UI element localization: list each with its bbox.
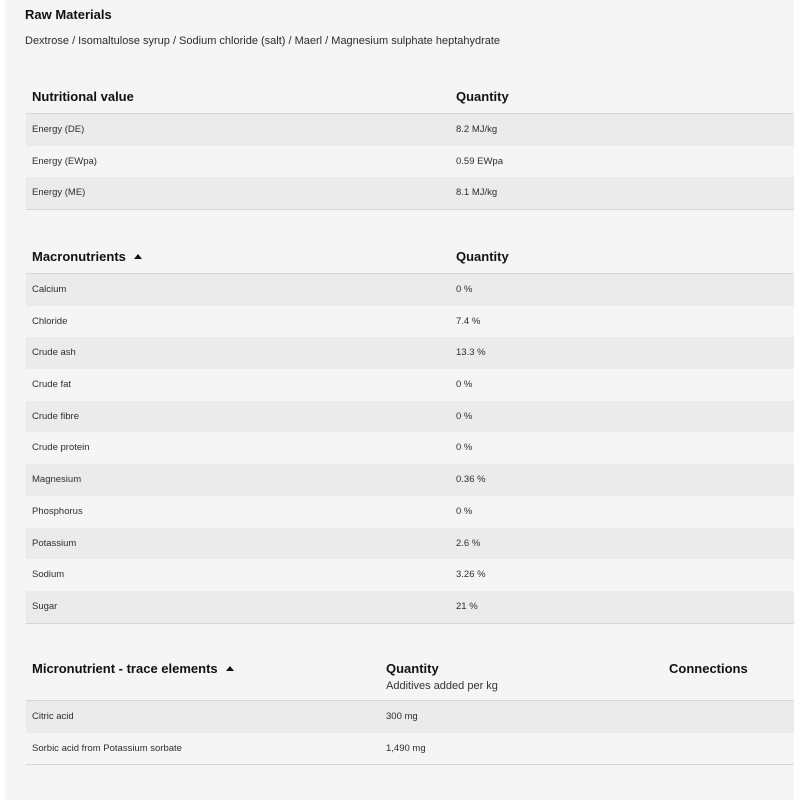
macronutrients-table: [26, 241, 794, 624]
row-name: Chloride: [32, 315, 68, 327]
row-quantity: 0.59 EWpa: [456, 155, 503, 167]
table-row: [26, 401, 794, 433]
table-row: [26, 528, 794, 560]
table-header: [26, 654, 794, 701]
column-header-label: Micronutrient - trace elements: [32, 661, 218, 676]
micronutrients-table: [26, 654, 794, 765]
row-name: Crude fat: [32, 379, 72, 391]
nutritional-value-table: [26, 82, 794, 210]
raw-materials-title: Raw Materials: [25, 7, 112, 22]
row-quantity: 0 %: [456, 505, 473, 517]
row-name: Sugar: [32, 600, 58, 612]
sort-ascending-icon[interactable]: [134, 254, 142, 259]
row-name: Sorbic acid from Potassium sorbate: [32, 742, 182, 754]
row-name: Calcium: [32, 284, 67, 295]
row-quantity: 0 %: [456, 284, 473, 295]
table-body: [26, 114, 794, 210]
column-header-quantity-subtitle: Additives added per kg: [386, 680, 498, 692]
column-header-label: Macronutrients: [32, 249, 126, 264]
row-name: Citric acid: [32, 711, 74, 722]
raw-materials-list: Dextrose / Isomaltulose syrup / Sodium chloride (salt) / Maerl / Magnesium sulphate heptahydrate: [25, 35, 501, 47]
table-row: [26, 496, 794, 528]
row-quantity: 21 %: [456, 600, 478, 612]
row-quantity: 300 mg: [386, 711, 418, 722]
row-name: Energy (DE): [32, 124, 85, 135]
row-quantity: 7.4 %: [456, 315, 481, 327]
column-header-micronutrient[interactable]: [32, 661, 234, 676]
row-name: Sodium: [32, 569, 65, 581]
row-quantity: 1,490 mg: [386, 742, 426, 754]
table-row: [26, 337, 794, 369]
row-quantity: 8.2 MJ/kg: [456, 124, 498, 135]
row-name: Magnesium: [32, 474, 82, 486]
table-row: [26, 306, 794, 338]
row-name: Crude fibre: [32, 410, 79, 422]
row-quantity: 3.26 %: [456, 569, 486, 581]
row-quantity: 0 %: [456, 410, 473, 422]
column-header-quantity: Quantity: [456, 249, 509, 264]
column-header-connections: Connections: [669, 661, 748, 676]
row-name: Energy (ME): [32, 187, 86, 199]
table-row: [26, 733, 794, 765]
sort-ascending-icon[interactable]: [226, 666, 234, 671]
row-quantity: 0 %: [456, 442, 473, 454]
table-row: [26, 274, 794, 306]
row-quantity: 0.36 %: [456, 474, 486, 486]
table-row: [26, 701, 794, 733]
table-row: [26, 146, 794, 178]
table-row: [26, 177, 794, 209]
table-body: [26, 274, 794, 624]
row-name: Potassium: [32, 537, 77, 549]
row-quantity: 8.1 MJ/kg: [456, 187, 498, 199]
table-header: [26, 82, 794, 114]
table-row: [26, 432, 794, 464]
row-name: Crude ash: [32, 347, 76, 359]
row-name: Energy (EWpa): [32, 155, 97, 167]
table-row: [26, 464, 794, 496]
row-quantity: 2.6 %: [456, 537, 481, 549]
table-row: [26, 369, 794, 401]
column-header-nutritional-value: Nutritional value: [32, 89, 134, 104]
table-header: [26, 241, 794, 274]
table-row: [26, 114, 794, 146]
row-name: Crude protein: [32, 442, 90, 454]
table-row: [26, 591, 794, 623]
column-header-quantity: Quantity: [456, 89, 509, 104]
table-body: [26, 701, 794, 765]
row-quantity: 13.3 %: [456, 347, 486, 359]
row-quantity: 0 %: [456, 379, 473, 391]
column-header-macronutrients[interactable]: [32, 249, 142, 264]
table-row: [26, 559, 794, 591]
column-header-quantity: Quantity: [386, 661, 439, 676]
row-name: Phosphorus: [32, 505, 83, 517]
